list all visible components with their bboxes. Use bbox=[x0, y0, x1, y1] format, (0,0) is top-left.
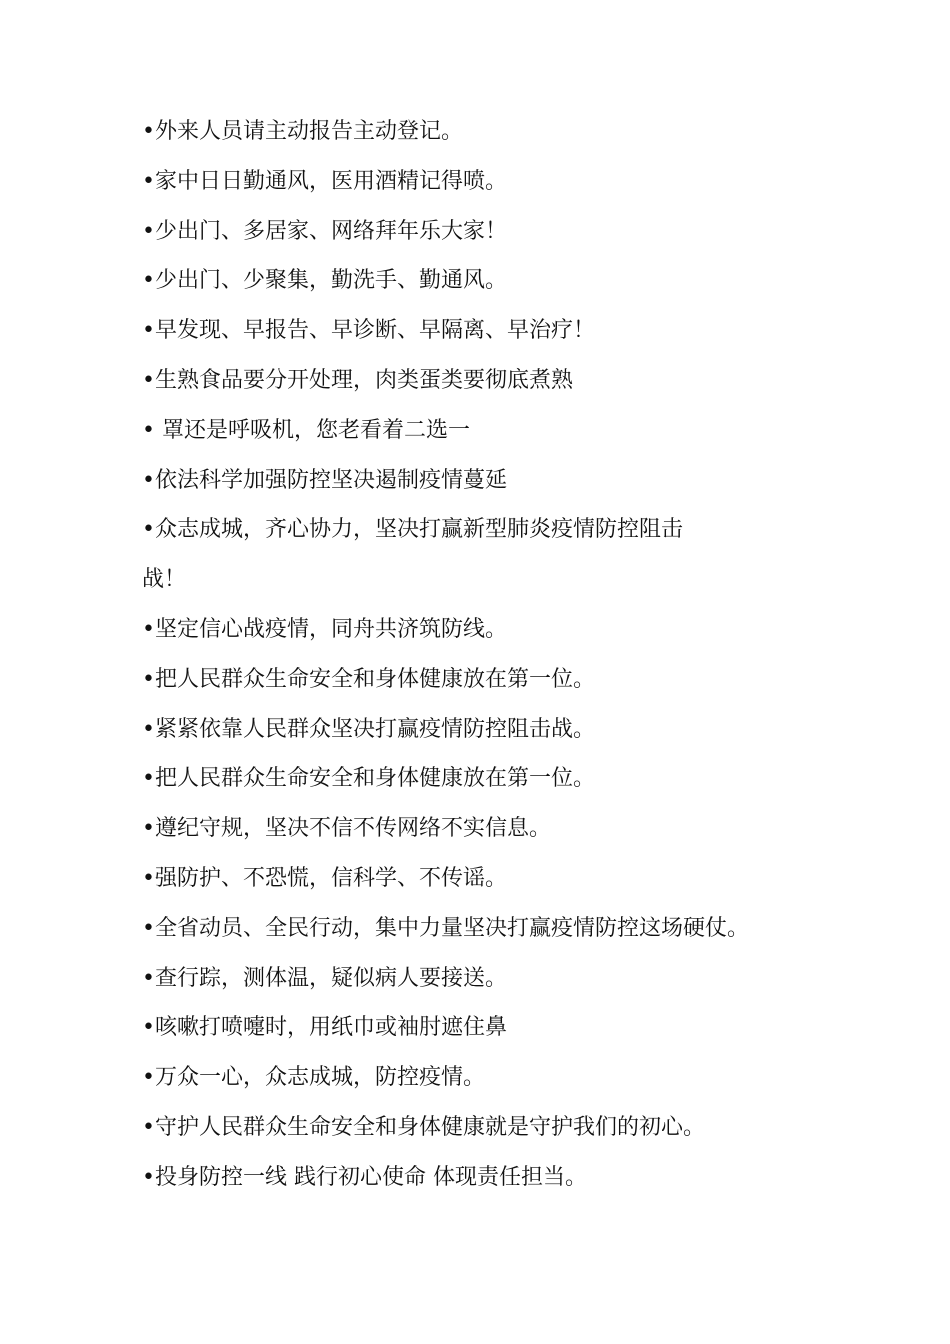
slogan-line: •强防护、不恐慌，信科学、不传谣。 bbox=[142, 865, 507, 891]
slogan-line: •依法科学加强防控坚决遏制疫情蔓延 bbox=[142, 467, 507, 493]
slogan-line: •紧紧依靠人民群众坚决打赢疫情防控阻击战。 bbox=[142, 716, 595, 742]
slogan-line: •投身防控一线 践行初心使命 体现责任担当。 bbox=[142, 1164, 587, 1190]
slogan-line: •外来人员请主动报告主动登记。 bbox=[142, 119, 463, 144]
slogan-line: •查行踪，测体温，疑似病人要接送。 bbox=[142, 965, 507, 991]
slogan-line: •把人民群众生命安全和身体健康放在第一位。 bbox=[142, 666, 595, 692]
slogan-line: •万众一心，众志成城，防控疫情。 bbox=[142, 1065, 485, 1091]
slogan-line: •少出门、少聚集，勤洗手、勤通风。 bbox=[142, 268, 507, 294]
slogan-line: • 罩还是呼吸机，您老看着二选一 bbox=[142, 417, 470, 443]
slogan-line: •坚定信心战疫情，同舟共济筑防线。 bbox=[142, 616, 507, 642]
slogan-line: •全省动员、全民行动，集中力量坚决打赢疫情防控这场硬仗。 bbox=[142, 915, 749, 941]
slogan-line: •早发现、早报告、早诊断、早隔离、早治疗！ bbox=[142, 318, 595, 344]
slogan-line: •遵纪守规，坚决不信不传网络不实信息。 bbox=[142, 816, 551, 842]
slogan-list bbox=[142, 107, 842, 1203]
slogan-line: •众志成城，齐心协力，坚决打赢新型肺炎疫情防控阻击 bbox=[142, 517, 683, 543]
slogan-line: •家中日日勤通风，医用酒精记得喷。 bbox=[142, 168, 507, 194]
slogan-line: •咳嗽打喷嚏时，用纸巾或袖肘遮住鼻 bbox=[142, 1015, 507, 1041]
slogan-line: •少出门、多居家、网络拜年乐大家！ bbox=[142, 218, 507, 244]
slogan-line-continuation: 战！ bbox=[142, 567, 187, 593]
slogan-line: •生熟食品要分开处理，肉类蛋类要彻底煮熟 bbox=[142, 367, 573, 393]
slogan-line: •把人民群众生命安全和身体健康放在第一位。 bbox=[142, 766, 595, 792]
slogan-line: •守护人民群众生命安全和身体健康就是守护我们的初心。 bbox=[142, 1114, 705, 1140]
